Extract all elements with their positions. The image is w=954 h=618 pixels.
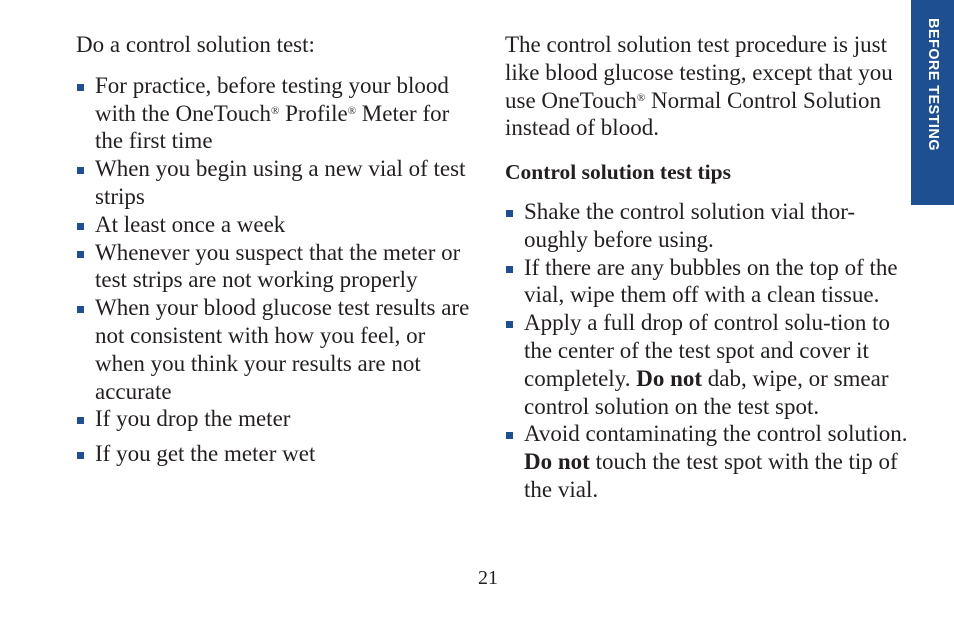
emphasis-text: Do not: [636, 365, 703, 391]
list-item-text: Whenever you suspect that the meter or test strips are not working properly: [95, 239, 461, 293]
list-item: [505, 309, 910, 420]
intro-text: Do a control solution test:: [76, 32, 315, 57]
list-item: [76, 211, 476, 239]
list-item-text: For practice, before testing your blood with the OneTouch: [95, 72, 449, 126]
square-bullet-icon: [77, 306, 84, 313]
list-item: [76, 405, 476, 433]
list-item-text: At least once a week: [95, 211, 286, 237]
list-item-text: Shake the control solution vial thor-oughly before using.: [524, 198, 856, 252]
section-tab-label: BEFORE TESTING: [925, 18, 941, 151]
square-bullet-icon: [77, 251, 84, 258]
list-item: [505, 198, 910, 254]
tips-heading: Control solution test tips: [505, 160, 731, 185]
section-tab: [911, 0, 954, 205]
square-bullet-icon: [77, 452, 84, 459]
registered-mark: ®: [270, 104, 280, 117]
square-bullet-icon: [77, 167, 84, 174]
registered-mark: ®: [347, 104, 357, 117]
paragraph-text: The control solution test procedure is just like blood glucose testing, except that you use OneTouch: [505, 32, 893, 113]
list-item-text: Meter for the first time: [95, 100, 450, 154]
square-bullet-icon: [506, 321, 513, 328]
list-item-text: If you drop the meter: [95, 406, 291, 432]
list-item: [76, 440, 476, 468]
square-bullet-icon: [506, 432, 513, 439]
list-item-text: Avoid contaminating the control solution.: [524, 421, 908, 447]
square-bullet-icon: [77, 417, 84, 424]
list-item: [76, 294, 476, 405]
list-item: [505, 254, 910, 310]
list-item-text: Profile: [279, 100, 348, 126]
list-item-text: If there are any bubbles on the top of the vial, wipe them off with a clean tissue.: [524, 254, 898, 308]
square-bullet-icon: [506, 210, 513, 217]
list-item: [76, 72, 476, 155]
emphasis-text: Do not: [524, 449, 590, 475]
list-item-text: When you begin using a new vial of test strips: [95, 156, 466, 209]
list-item-text: touch the test spot with the tip of the vial.: [524, 449, 898, 502]
list-item-text: If you get the meter wet: [95, 441, 316, 467]
list-item-text: Apply a full drop of control solu-tion to the center of the test spot and cover it completely.: [524, 310, 891, 391]
page-number: 21: [478, 567, 498, 589]
square-bullet-icon: [77, 223, 84, 230]
right-column: [505, 31, 910, 504]
square-bullet-icon: [77, 84, 84, 91]
paragraph-text: Normal Control Solution instead of blood.: [505, 87, 881, 141]
left-column: [76, 31, 476, 468]
list-item-text: dab, wipe, or smear control solution on the test spot.: [524, 365, 889, 419]
list-item: [505, 420, 910, 503]
registered-mark: ®: [636, 91, 646, 104]
list-item: [76, 239, 476, 295]
procedure-paragraph: [505, 31, 910, 142]
tips-list: [505, 198, 910, 504]
list-item-text: When your blood glucose test results are not consistent with how you feel, or when you think your results are not accurate: [95, 295, 470, 404]
list-item: [76, 155, 476, 211]
square-bullet-icon: [506, 266, 513, 273]
when-to-test-list: [76, 72, 476, 468]
